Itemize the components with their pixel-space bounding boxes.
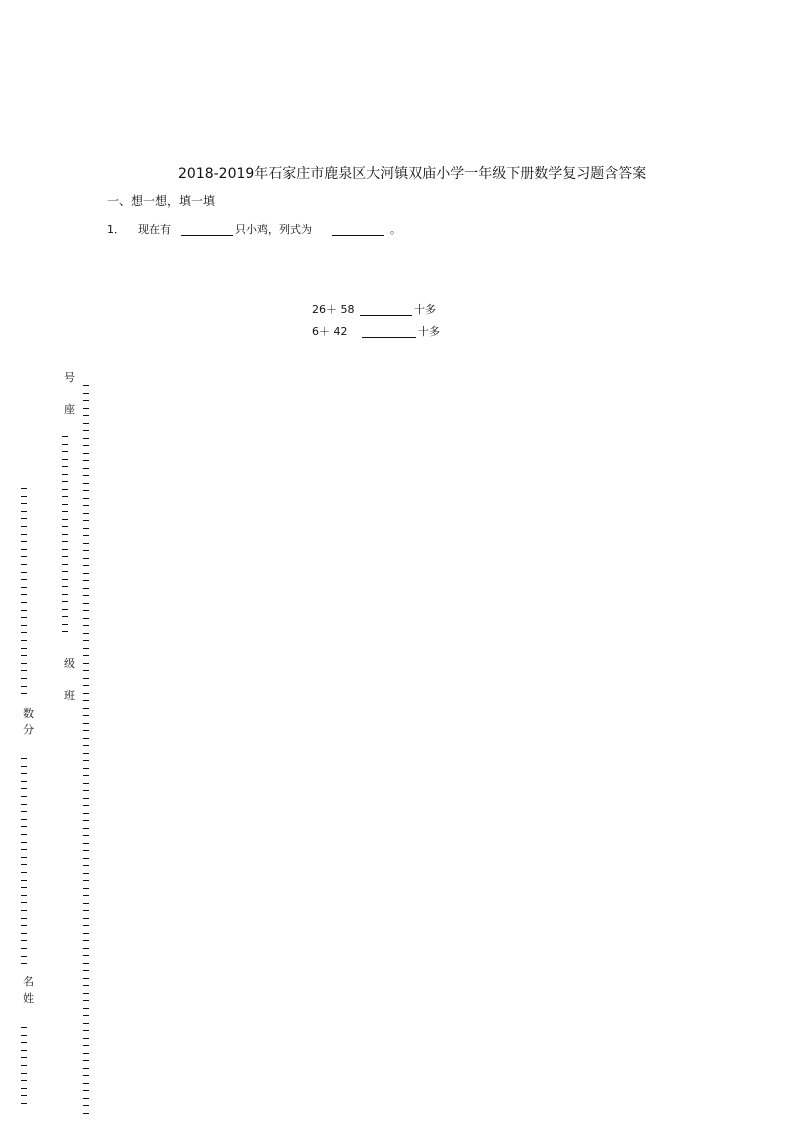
equation-expression: 26＋ 58 [312,303,355,316]
binding-dash [21,842,27,843]
binding-dash [83,850,89,851]
binding-dash [21,864,27,865]
seat-number-label-char: 号 [64,371,75,384]
binding-dash [21,804,27,805]
binding-dash [62,586,68,587]
binding-dash [62,526,68,527]
binding-dash [83,498,89,499]
binding-dash [21,625,27,626]
binding-dash [83,393,89,394]
binding-dash [83,1015,89,1016]
binding-dash [83,648,89,649]
binding-dash [62,616,68,617]
binding-dash [21,655,27,656]
binding-dash [83,580,89,581]
binding-dash [21,1065,27,1066]
binding-dash [21,617,27,618]
binding-dash [62,511,68,512]
binding-dash [83,445,89,446]
binding-dash [62,556,68,557]
binding-dash [21,526,27,527]
binding-dash [21,632,27,633]
binding-dash [83,745,89,746]
binding-dash [83,610,89,611]
binding-dash [21,496,27,497]
binding-dash [83,918,89,919]
binding-dash [21,572,27,573]
binding-dash [83,468,89,469]
binding-dash [21,579,27,580]
binding-dash [21,564,27,565]
binding-dash [83,730,89,731]
binding-dash [83,663,89,664]
binding-dash [83,520,89,521]
binding-dash [83,655,89,656]
binding-dash [62,444,68,445]
binding-dash [83,738,89,739]
binding-dash [21,587,27,588]
binding-dash [62,541,68,542]
binding-dash [83,490,89,491]
binding-dash [83,798,89,799]
binding-dash [62,594,68,595]
question-end-mark: 。 [390,223,401,236]
binding-dash [83,483,89,484]
binding-dash [62,496,68,497]
binding-dash [83,453,89,454]
binding-dash [21,788,27,789]
binding-dash [21,910,27,911]
binding-dash [83,820,89,821]
binding-dash [83,895,89,896]
binding-dash [21,826,27,827]
binding-dash [83,618,89,619]
binding-dash [83,1030,89,1031]
binding-dash [62,579,68,580]
binding-dash [21,948,27,949]
binding-dash [21,1073,27,1074]
binding-dash [21,488,27,489]
binding-dash [62,459,68,460]
binding-dash [83,723,89,724]
binding-dash [62,609,68,610]
binding-dash [83,865,89,866]
binding-dash [21,556,27,557]
binding-dash [62,474,68,475]
answer-blank-formula [332,235,384,236]
binding-dash [21,918,27,919]
binding-dash [83,558,89,559]
binding-dash [62,631,68,632]
binding-dash [83,573,89,574]
binding-dash [21,773,27,774]
equation-suffix: 十多 [418,325,440,338]
binding-dash [83,858,89,859]
binding-dash [62,534,68,535]
equation-row [312,323,472,339]
binding-dash [83,1090,89,1091]
binding-dash [83,948,89,949]
binding-dash [83,423,89,424]
binding-dash [21,887,27,888]
binding-dash [21,1027,27,1028]
binding-dash [83,955,89,956]
binding-dash [21,1080,27,1081]
binding-dash [62,601,68,602]
binding-dash [83,843,89,844]
binding-dash [21,511,27,512]
binding-dash [83,1105,89,1106]
binding-dash [83,813,89,814]
binding-dash [21,693,27,694]
binding-dash [83,828,89,829]
binding-dash [83,963,89,964]
equation-answer-blank [360,315,412,316]
binding-dash [62,549,68,550]
equation-row [312,301,472,317]
binding-dash [21,686,27,687]
binding-dash [21,811,27,812]
score-label-char: 数 [23,707,34,720]
class-label-char: 级 [64,657,75,670]
binding-dash [62,481,68,482]
binding-dash [83,880,89,881]
score-label-char: 分 [23,723,34,736]
binding-dash [21,610,27,611]
equation-answer-blank [362,337,416,338]
binding-dash [21,956,27,957]
binding-dash [62,451,68,452]
binding-dash [62,564,68,565]
binding-dash [83,438,89,439]
binding-dash [83,1045,89,1046]
binding-dash [83,550,89,551]
binding-dash [83,768,89,769]
binding-dash [83,933,89,934]
answer-blank-count [181,235,233,236]
binding-dash [83,415,89,416]
binding-dash [83,535,89,536]
equation-expression: 6＋ 42 [312,325,348,338]
binding-dash [83,595,89,596]
binding-dash [83,430,89,431]
binding-dash [83,543,89,544]
binding-dash [83,873,89,874]
binding-dash [21,872,27,873]
binding-dash [21,663,27,664]
binding-dash [21,541,27,542]
binding-dash [21,678,27,679]
binding-dash [83,400,89,401]
binding-dash [83,1000,89,1001]
binding-dash [83,1068,89,1069]
binding-dash [21,940,27,941]
binding-dash [21,857,27,858]
binding-dash [83,1023,89,1024]
binding-dash [83,1083,89,1084]
equation-suffix: 十多 [414,303,436,316]
binding-dash [62,504,68,505]
question-text-a: 现在有 [138,223,171,236]
binding-dash [21,819,27,820]
binding-dash [62,466,68,467]
binding-dash [83,588,89,589]
binding-dash [83,940,89,941]
binding-dash [21,925,27,926]
name-label-char: 姓 [23,992,34,1005]
binding-dash [83,460,89,461]
binding-dash [83,385,89,386]
binding-dash [83,633,89,634]
binding-dash [21,534,27,535]
binding-dash [21,933,27,934]
binding-dash [83,475,89,476]
section-heading: 一、想一想，填一填 [107,194,216,208]
binding-dash [83,708,89,709]
binding-dash [21,549,27,550]
binding-dash [83,528,89,529]
binding-dash [21,902,27,903]
binding-dash [83,993,89,994]
binding-dash [83,715,89,716]
binding-dash [21,1088,27,1089]
binding-dash [83,603,89,604]
binding-dash [83,678,89,679]
binding-dash [83,685,89,686]
binding-dash [83,790,89,791]
binding-dash [62,436,68,437]
binding-dash [21,640,27,641]
binding-dash [21,648,27,649]
binding-dash [83,910,89,911]
binding-dash [21,895,27,896]
question-text-b: 只小鸡，列式为 [235,223,312,236]
binding-dash [62,571,68,572]
binding-dash [83,625,89,626]
binding-dash [83,1060,89,1061]
binding-dash [21,1103,27,1104]
binding-dash [83,805,89,806]
binding-dash [83,970,89,971]
seat-number-label-char: 座 [64,403,75,416]
binding-dash [21,1057,27,1058]
binding-dash [83,700,89,701]
binding-dash [21,670,27,671]
binding-dash [21,1050,27,1051]
binding-dash [21,1095,27,1096]
binding-dash [21,1035,27,1036]
binding-dash [21,518,27,519]
binding-dash [21,758,27,759]
binding-dash [83,835,89,836]
binding-dash [21,849,27,850]
binding-dash [83,408,89,409]
binding-dash [83,1098,89,1099]
binding-dash [83,775,89,776]
binding-dash [62,624,68,625]
binding-dash [83,1113,89,1114]
binding-dash [83,753,89,754]
binding-dash [21,594,27,595]
binding-dash [83,693,89,694]
binding-dash [83,888,89,889]
name-label-char: 名 [23,975,34,988]
binding-dash [83,925,89,926]
binding-dash [83,505,89,506]
binding-dash [21,781,27,782]
binding-dash [21,963,27,964]
binding-dash [83,1053,89,1054]
binding-dash [21,602,27,603]
binding-dash [21,1042,27,1043]
binding-dash [83,1075,89,1076]
binding-dash [83,760,89,761]
binding-dash [21,880,27,881]
binding-dash [62,489,68,490]
class-label-char: 班 [64,689,75,702]
binding-dash [83,513,89,514]
binding-dash [83,670,89,671]
binding-dash [83,903,89,904]
binding-dash [83,1008,89,1009]
binding-dash [21,766,27,767]
binding-dash [21,834,27,835]
binding-dash [83,783,89,784]
binding-dash [83,978,89,979]
document-title: 2018-2019年石家庄市鹿泉区大河镇双庙小学一年级下册数学复习题含答案 [178,166,647,182]
binding-dash [21,503,27,504]
binding-dash [83,1038,89,1039]
binding-dash [62,519,68,520]
binding-dash [83,565,89,566]
binding-dash [21,796,27,797]
binding-dash [83,985,89,986]
question-number: 1． [107,223,125,236]
binding-dash [83,640,89,641]
